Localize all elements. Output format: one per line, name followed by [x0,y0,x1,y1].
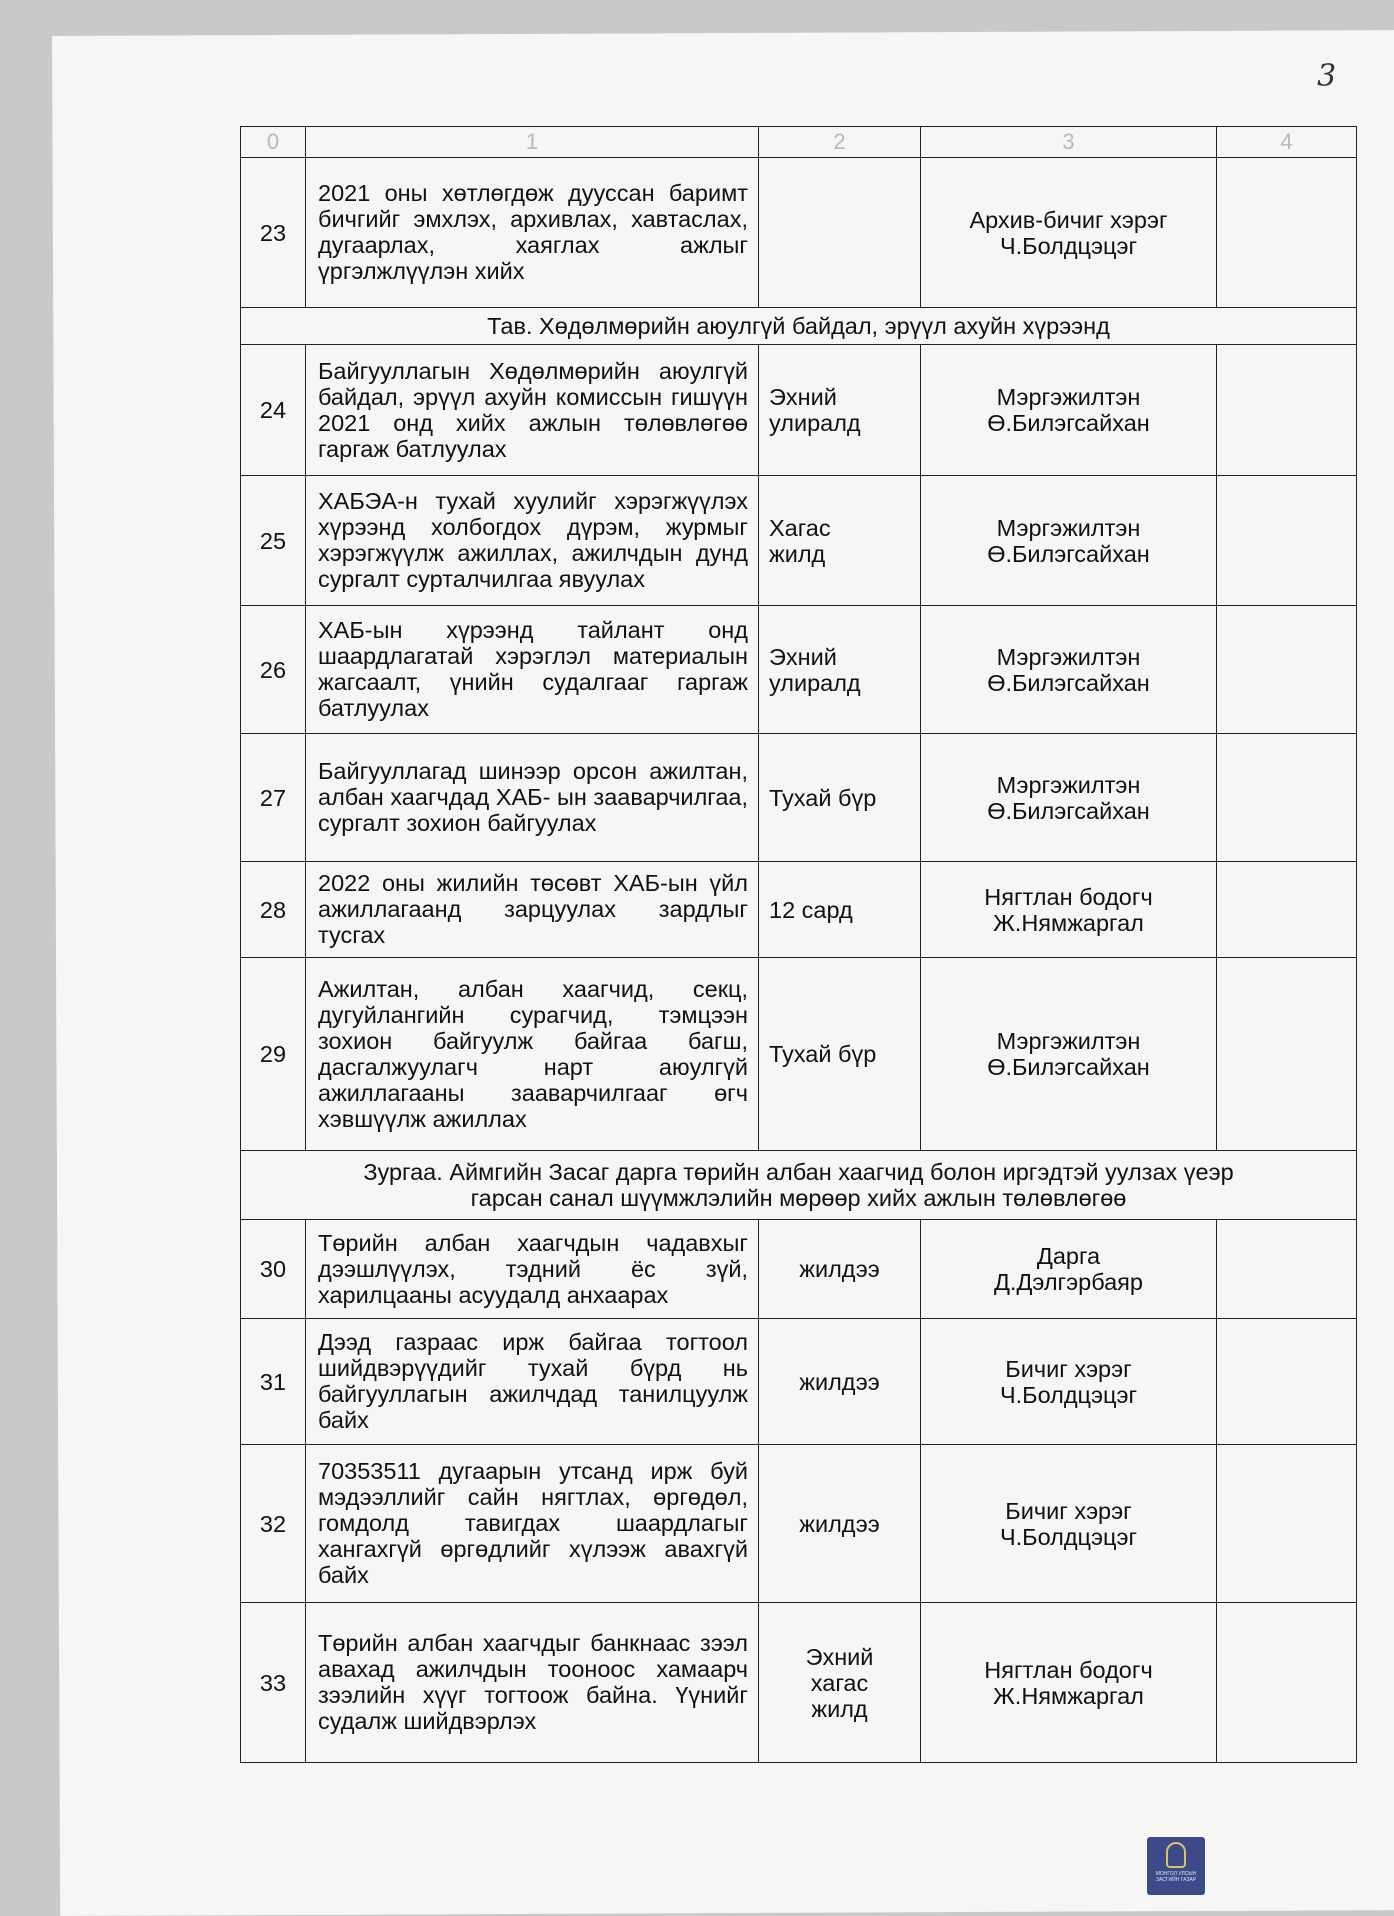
task-cell [306,158,759,308]
row-number-cell: 25 [241,476,306,606]
task-text: 70353511 дугаарын утсанд ирж буй мэдээллийг сайн нягтлах, өргөдөл, гомдолд тавигдах шаардлагыг хангахгүй өргөдлийг хүлээж авахгүй байх [318,1458,748,1588]
responsible-cell [921,1445,1217,1603]
note-cell [1217,1319,1357,1445]
task-cell [306,476,759,606]
header-cell: 3 [921,127,1217,158]
cell-line: 12 сард [769,896,853,923]
header-cell: 1 [306,127,759,158]
soyombo-emblem-icon [1166,1842,1186,1868]
table-body [241,127,1357,1763]
term-cell [759,1445,921,1603]
table-row [241,476,1357,606]
cell-line: Тухай бүр [769,784,877,811]
task-cell [306,606,759,734]
task-cell [306,1445,759,1603]
task-text: 2022 оны жилийн төсөвт ХАБ-ын үйл ажиллагаанд зарцуулах зардлыг тусгах [318,870,748,948]
note-cell [1217,476,1357,606]
responsible-cell [921,476,1217,606]
cell-line: Эхний [769,643,837,670]
responsible-cell [921,606,1217,734]
table-row [241,958,1357,1151]
term-cell [759,958,921,1151]
task-text: Байгууллагад шинээр орсон ажилтан, албан хаагчдад ХАБ- ын зааварчилгаа, сургалт зохион байгуулах [318,758,748,836]
cell-line: Ө.Билэгсайхан [987,540,1150,567]
cell-line: жилдээ [799,1368,880,1395]
cell-line: Архив-бичиг хэрэг [969,206,1168,233]
row-number-cell: 28 [241,862,306,958]
cell-line: Эхний [769,384,837,410]
cell-line: Ч.Болдцэцэг [999,232,1138,259]
cell-line: Зургаа. Аймгийн Засаг дарга төрийн албан хаагчид болон иргэдтэй уулзах үеэр [363,1159,1234,1185]
table-row [241,1445,1357,1603]
table-row [241,734,1357,862]
term-cell [759,734,921,862]
note-cell [1217,1445,1357,1603]
note-cell [1217,1220,1357,1319]
note-cell [1217,1603,1357,1763]
term-cell [759,1319,921,1445]
responsible-cell [921,1220,1217,1319]
header-cell: 4 [1217,127,1357,158]
responsible-cell [921,734,1217,862]
note-cell [1217,158,1357,308]
row-number-cell: 29 [241,958,306,1151]
seal-text-line: ЗАСГИЙН ГАЗАР [1155,1877,1197,1883]
term-cell [759,476,921,606]
header-row [241,127,1357,158]
task-text: 2021 оны хөтлөгдөж дууссан баримт бичгийг эмхлэх, архивлах, хавтаслах, дугаарлах, хаяглах ажлыг үргэлжлүүлэн хийх [318,180,748,284]
cell-line: Бичиг хэрэг [1005,1355,1132,1382]
cell-line: Ж.Нямжаргал [993,1682,1144,1709]
cell-line: жилд [811,1695,868,1722]
responsible-cell [921,1319,1217,1445]
cell-line: Нягтлан бодогч [984,883,1153,910]
cell-line: гарсан санал шүүмжлэлийн мөрөөр хийх ажлын төлөвлөгөө [470,1185,1127,1211]
task-cell [306,1220,759,1319]
cell-line: Д.Дэлгэрбаяр [994,1269,1143,1295]
table-row [241,1220,1357,1319]
section-heading-row [241,308,1357,345]
table-row [241,1319,1357,1445]
row-number-cell: 26 [241,606,306,734]
task-cell [306,734,759,862]
section-heading-row [241,1151,1357,1220]
term-cell [759,862,921,958]
header-cell: 0 [241,127,306,158]
table-row [241,862,1357,958]
cell-line: Ж.Нямжаргал [993,909,1144,936]
cell-line: жилдээ [799,1256,880,1282]
cell-line: Хагас [769,514,831,541]
term-cell [759,1603,921,1763]
row-number-cell: 27 [241,734,306,862]
page-number: 3 [1317,58,1337,94]
note-cell [1217,862,1357,958]
responsible-cell [921,345,1217,476]
row-number-cell: 31 [241,1319,306,1445]
table-row [241,1603,1357,1763]
task-text: ХАБ-ын хүрээнд тайлант онд шаардлагатай хэрэглэл материалын жагсаалт, үнийн судалгааг гаргаж батлуулах [318,617,748,721]
note-cell [1217,734,1357,862]
cell-line: Ч.Болдцэцэг [999,1381,1138,1408]
term-cell [759,158,921,308]
task-cell [306,1319,759,1445]
note-cell [1217,345,1357,476]
cell-line: Ө.Билэгсайхан [987,1054,1150,1080]
term-cell [759,345,921,476]
row-number-cell: 30 [241,1220,306,1319]
cell-line: хагас [810,1669,869,1696]
cell-line: Дарга [1036,1243,1101,1269]
row-number-cell: 32 [241,1445,306,1603]
cell-line: Ө.Билэгсайхан [987,410,1150,436]
note-cell [1217,958,1357,1151]
term-cell [759,1220,921,1319]
section-heading [241,1151,1357,1220]
cell-line: Ч.Болдцэцэг [999,1523,1138,1550]
task-text: Байгууллагын Хөдөлмөрийн аюулгүй байдал, эрүүл ахуйн комиссын гишүүн 2021 онд хийх ажлын төлөвлөгөө гаргаж батлуулах [318,357,748,462]
task-cell [306,345,759,476]
table-row [241,158,1357,308]
table-row [241,345,1357,476]
task-cell [306,1603,759,1763]
task-text: Ажилтан, албан хаагчид, секц, дугуйлангийн сурагчид, тэмцээн зохион байгуулж байгаа багш, дасгалжуулагч нарт аюулгүй ажиллагааны зааварчилгааг өгч хэвшүүлж ажиллах [318,975,748,1132]
cell-line: Мэргэжилтэн [996,1028,1141,1054]
task-text: Төрийн албан хаагчдын чадавхыг дээшлүүлэх, тэдний ёс зүй, харилцааны асуудалд анхаарах [318,1229,748,1308]
cell-line: Мэргэжилтэн [996,771,1141,798]
cell-line: Мэргэжилтэн [996,643,1141,670]
responsible-cell [921,1603,1217,1763]
header-cell: 2 [759,127,921,158]
note-cell [1217,606,1357,734]
cell-line: Тав. Хөдөлмөрийн аюулгүй байдал, эрүүл ахуйн хүрээнд [487,313,1110,339]
cell-line: Мэргэжилтэн [996,384,1141,410]
cell-line: жилд [769,540,826,567]
cell-line: Мэргэжилтэн [996,514,1141,541]
task-cell [306,862,759,958]
row-number-cell: 33 [241,1603,306,1763]
cell-line: Ө.Билэгсайхан [987,669,1150,696]
cell-line: улиралд [769,669,861,696]
row-number-cell: 23 [241,158,306,308]
cell-line: улиралд [769,410,861,436]
responsible-cell [921,158,1217,308]
cell-line: Ө.Билэгсайхан [987,797,1150,824]
section-heading [241,308,1357,345]
table-row [241,606,1357,734]
cell-line: Эхний [805,1643,874,1670]
task-cell [306,958,759,1151]
cell-line: Нягтлан бодогч [984,1656,1153,1683]
work-plan-table [240,126,1357,1763]
cell-line: Тухай бүр [769,1041,877,1067]
row-number-cell: 24 [241,345,306,476]
cell-line: жилдээ [799,1510,880,1537]
cell-line: Бичиг хэрэг [1005,1497,1132,1524]
government-seal-logo [1147,1837,1205,1895]
task-text: Төрийн албан хаагчдыг банкнаас зээл авахад ажилчдын тооноос хамаарч зээлийн хүүг тогтоож байна. Үүнийг судалж шийдвэрлэх [318,1630,748,1734]
responsible-cell [921,862,1217,958]
responsible-cell [921,958,1217,1151]
task-text: Дээд газраас ирж байгаа тогтоол шийдвэрүүдийг тухай бүрд нь байгууллагын ажилчдад танилцуулж байх [318,1329,748,1433]
seal-text-line: МОНГОЛ УЛСЫН [1155,1871,1197,1877]
term-cell [759,606,921,734]
task-text: ХАБЭА-н тухай хуулийг хэрэгжүүлэх хүрээнд холбогдох дүрэм, журмыг хэрэгжүүлж ажиллах, ажилчдын дунд сургалт сурталчилгаа явуулах [318,488,748,592]
